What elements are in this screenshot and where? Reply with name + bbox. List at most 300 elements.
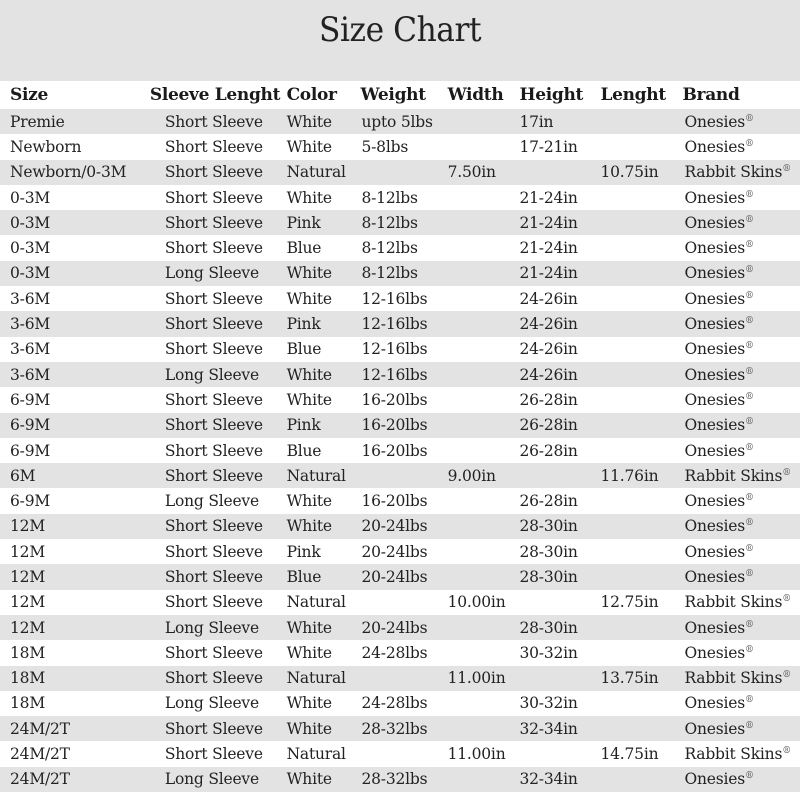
- cell-width: [448, 615, 520, 640]
- table-row: [0, 286, 800, 311]
- cell-weight: 28-32lbs: [361, 719, 428, 738]
- cell-color: Blue: [286, 239, 322, 258]
- cell-brand: [682, 413, 800, 438]
- cell-color: White: [286, 390, 332, 409]
- cell-color: White: [286, 694, 332, 713]
- cell-brand: [682, 666, 800, 691]
- brand-name: Rabbit Skins: [684, 669, 783, 688]
- cell-size: 12M: [10, 542, 45, 561]
- cell-length: [600, 488, 682, 513]
- cell-weight: 12-16lbs: [361, 365, 428, 384]
- cell-length: 13.75in: [600, 669, 659, 688]
- brand-name: Onesies: [684, 365, 745, 384]
- cell-sleeve-length: Short Sleeve: [164, 567, 263, 586]
- cell-width: [448, 564, 520, 589]
- cell-sleeve-length: Short Sleeve: [164, 340, 263, 359]
- cell-width: [448, 286, 520, 311]
- table-row: [0, 109, 800, 134]
- cell-length: [600, 261, 682, 286]
- registered-mark-icon: ®: [744, 771, 754, 782]
- cell-color: Natural: [286, 593, 346, 612]
- cell-height: [519, 666, 600, 691]
- cell-weight: 12-16lbs: [361, 289, 428, 308]
- cell-width: [448, 488, 520, 513]
- table-row: [0, 564, 800, 589]
- cell-length: [600, 716, 682, 741]
- cell-weight: upto 5lbs: [361, 112, 433, 131]
- cell-size: 12M: [10, 567, 45, 586]
- cell-size: 3-6M: [10, 365, 51, 384]
- brand-name: Onesies: [684, 213, 745, 232]
- cell-width: [448, 438, 520, 463]
- registered-mark-icon: ®: [744, 391, 754, 402]
- cell-sleeve-length: Short Sleeve: [164, 188, 263, 207]
- registered-mark-icon: ®: [744, 442, 754, 453]
- cell-weight: 5-8lbs: [361, 137, 409, 156]
- cell-weight: [360, 463, 447, 488]
- header-size: Size: [10, 85, 49, 105]
- brand-name: Onesies: [684, 416, 745, 435]
- cell-color: White: [286, 492, 332, 511]
- cell-weight: 12-16lbs: [361, 340, 428, 359]
- registered-mark-icon: ®: [744, 113, 754, 124]
- cell-width: 7.50in: [447, 163, 496, 182]
- cell-size: 24M/2T: [10, 745, 70, 764]
- cell-width: [448, 514, 520, 539]
- cell-sleeve-length: Short Sleeve: [164, 593, 263, 612]
- cell-brand: [682, 286, 800, 311]
- cell-height: 30-32in: [519, 643, 578, 662]
- cell-color: Blue: [286, 567, 322, 586]
- cell-color: Natural: [286, 745, 346, 764]
- cell-color: White: [286, 719, 332, 738]
- cell-width: [448, 413, 520, 438]
- page-title: Size Chart: [318, 10, 482, 51]
- cell-sleeve-length: Short Sleeve: [164, 643, 263, 662]
- brand-name: Onesies: [684, 289, 745, 308]
- cell-length: 11.76in: [600, 466, 659, 485]
- cell-weight: 8-12lbs: [361, 213, 418, 232]
- cell-weight: 16-20lbs: [361, 416, 428, 435]
- cell-length: [600, 210, 682, 235]
- cell-length: [600, 514, 682, 539]
- cell-sleeve-length: Short Sleeve: [164, 390, 263, 409]
- brand-name: Onesies: [684, 719, 745, 738]
- table-row: [0, 666, 800, 691]
- cell-color: White: [286, 112, 332, 131]
- table-row: [0, 337, 800, 362]
- cell-brand: [682, 488, 800, 513]
- cell-weight: [360, 741, 447, 766]
- table-row: [0, 767, 800, 792]
- cell-brand: [682, 387, 800, 412]
- cell-length: [600, 615, 682, 640]
- cell-length: [600, 235, 682, 260]
- cell-height: 28-30in: [519, 542, 578, 561]
- table-row: [0, 716, 800, 741]
- cell-height: [519, 741, 600, 766]
- cell-color: Natural: [286, 466, 346, 485]
- cell-width: [448, 362, 520, 387]
- cell-sleeve-length: Short Sleeve: [164, 441, 263, 460]
- brand-name: Onesies: [684, 770, 745, 789]
- cell-length: [600, 387, 682, 412]
- table-row: [0, 261, 800, 286]
- cell-color: Pink: [286, 542, 321, 561]
- table-row: [0, 160, 800, 185]
- table-body: [0, 109, 800, 792]
- header-weight: Weight: [360, 85, 426, 105]
- cell-size: 12M: [10, 517, 45, 536]
- brand-name: Rabbit Skins: [684, 745, 783, 764]
- table-row: [0, 413, 800, 438]
- cell-brand: [682, 210, 800, 235]
- cell-width: 11.00in: [447, 745, 506, 764]
- cell-brand: [682, 337, 800, 362]
- cell-brand: [682, 261, 800, 286]
- cell-length: [600, 539, 682, 564]
- cell-sleeve-length: Short Sleeve: [164, 137, 263, 156]
- cell-height: 28-30in: [519, 567, 578, 586]
- cell-color: Blue: [286, 441, 322, 460]
- cell-color: Pink: [286, 315, 321, 334]
- cell-weight: 20-24lbs: [361, 567, 428, 586]
- cell-weight: 28-32lbs: [361, 770, 428, 789]
- cell-brand: [682, 160, 800, 185]
- cell-size: 6-9M: [10, 492, 51, 511]
- cell-weight: 12-16lbs: [361, 315, 428, 334]
- cell-size: 3-6M: [10, 315, 51, 334]
- cell-height: 26-28in: [519, 441, 578, 460]
- cell-weight: [360, 160, 447, 185]
- cell-weight: 20-24lbs: [361, 542, 428, 561]
- table-row: [0, 134, 800, 159]
- registered-mark-icon: ®: [744, 239, 754, 250]
- cell-height: 24-26in: [519, 315, 578, 334]
- cell-sleeve-length: Long Sleeve: [164, 618, 259, 637]
- brand-name: Rabbit Skins: [684, 593, 783, 612]
- cell-brand: [682, 564, 800, 589]
- cell-width: [448, 261, 520, 286]
- brand-name: Onesies: [684, 618, 745, 637]
- cell-size: 18M: [10, 694, 45, 713]
- cell-height: 21-24in: [519, 264, 578, 283]
- cell-width: [448, 210, 520, 235]
- cell-sleeve-length: Short Sleeve: [164, 745, 263, 764]
- brand-name: Onesies: [684, 390, 745, 409]
- registered-mark-icon: ®: [744, 341, 754, 352]
- registered-mark-icon: ®: [744, 492, 754, 503]
- cell-size: 6-9M: [10, 416, 51, 435]
- cell-height: [519, 160, 600, 185]
- cell-width: 10.00in: [447, 593, 506, 612]
- registered-mark-icon: ®: [744, 568, 754, 579]
- cell-sleeve-length: Long Sleeve: [164, 492, 259, 511]
- cell-color: White: [286, 770, 332, 789]
- registered-mark-icon: ®: [782, 467, 792, 478]
- brand-name: Onesies: [684, 567, 745, 586]
- registered-mark-icon: ®: [744, 644, 754, 655]
- registered-mark-icon: ®: [782, 670, 792, 681]
- table-row: [0, 438, 800, 463]
- cell-size: 0-3M: [10, 213, 51, 232]
- cell-height: 30-32in: [519, 694, 578, 713]
- table-row: [0, 539, 800, 564]
- registered-mark-icon: ®: [744, 619, 754, 630]
- table-row: [0, 514, 800, 539]
- registered-mark-icon: ®: [744, 189, 754, 200]
- cell-size: 12M: [10, 593, 45, 612]
- table-row: [0, 691, 800, 716]
- cell-brand: [682, 590, 800, 615]
- cell-length: [600, 640, 682, 665]
- cell-sleeve-length: Short Sleeve: [164, 213, 263, 232]
- cell-weight: 8-12lbs: [361, 264, 418, 283]
- cell-color: Natural: [286, 669, 346, 688]
- registered-mark-icon: ®: [744, 138, 754, 149]
- cell-size: 6-9M: [10, 390, 51, 409]
- cell-color: White: [286, 264, 332, 283]
- cell-sleeve-length: Long Sleeve: [164, 694, 259, 713]
- cell-brand: [682, 463, 800, 488]
- cell-height: 26-28in: [519, 492, 578, 511]
- cell-width: 9.00in: [447, 466, 496, 485]
- registered-mark-icon: ®: [744, 543, 754, 554]
- cell-height: 24-26in: [519, 340, 578, 359]
- brand-name: Rabbit Skins: [684, 163, 783, 182]
- cell-width: [448, 691, 520, 716]
- cell-length: [600, 311, 682, 336]
- cell-brand: [682, 109, 800, 134]
- registered-mark-icon: ®: [744, 695, 754, 706]
- cell-size: Newborn/0-3M: [10, 163, 127, 182]
- cell-sleeve-length: Short Sleeve: [164, 289, 263, 308]
- cell-height: 26-28in: [519, 416, 578, 435]
- cell-color: White: [286, 643, 332, 662]
- brand-name: Onesies: [684, 517, 745, 536]
- header-height: Height: [519, 85, 584, 105]
- header-length: Lenght: [600, 85, 666, 105]
- cell-size: 12M: [10, 618, 45, 637]
- cell-width: [448, 716, 520, 741]
- cell-height: 17in: [519, 112, 554, 131]
- cell-weight: 24-28lbs: [361, 643, 428, 662]
- cell-size: 6-9M: [10, 441, 51, 460]
- cell-brand: [682, 185, 800, 210]
- registered-mark-icon: ®: [782, 594, 792, 605]
- cell-width: [448, 337, 520, 362]
- cell-width: [448, 387, 520, 412]
- brand-name: Onesies: [684, 112, 745, 131]
- cell-weight: [360, 666, 447, 691]
- cell-height: [519, 590, 600, 615]
- cell-size: 0-3M: [10, 239, 51, 258]
- cell-color: White: [286, 517, 332, 536]
- cell-color: White: [286, 618, 332, 637]
- registered-mark-icon: ®: [744, 518, 754, 529]
- cell-length: 10.75in: [600, 163, 659, 182]
- cell-length: [600, 286, 682, 311]
- cell-sleeve-length: Long Sleeve: [164, 365, 259, 384]
- registered-mark-icon: ®: [744, 315, 754, 326]
- header-brand: Brand: [682, 85, 740, 105]
- cell-height: 24-26in: [519, 289, 578, 308]
- brand-name: Onesies: [684, 340, 745, 359]
- table-row: [0, 311, 800, 336]
- cell-brand: [682, 362, 800, 387]
- cell-brand: [682, 235, 800, 260]
- cell-sleeve-length: Short Sleeve: [164, 163, 263, 182]
- cell-width: [448, 134, 520, 159]
- cell-brand: [682, 311, 800, 336]
- cell-length: [600, 438, 682, 463]
- cell-sleeve-length: Short Sleeve: [164, 542, 263, 561]
- cell-weight: 8-12lbs: [361, 188, 418, 207]
- cell-brand: [682, 767, 800, 792]
- table-row: [0, 387, 800, 412]
- registered-mark-icon: ®: [782, 745, 792, 756]
- cell-length: [600, 109, 682, 134]
- table-row: [0, 362, 800, 387]
- cell-length: [600, 362, 682, 387]
- brand-name: Onesies: [684, 542, 745, 561]
- cell-width: [448, 311, 520, 336]
- brand-name: Onesies: [684, 137, 745, 156]
- header-color: Color: [286, 85, 337, 105]
- cell-width: 11.00in: [447, 669, 506, 688]
- cell-brand: [682, 134, 800, 159]
- table-row: [0, 488, 800, 513]
- cell-weight: 24-28lbs: [361, 694, 428, 713]
- brand-name: Onesies: [684, 492, 745, 511]
- cell-size: 24M/2T: [10, 719, 70, 738]
- cell-weight: 20-24lbs: [361, 618, 428, 637]
- title-band: [0, 0, 800, 81]
- cell-brand: [682, 539, 800, 564]
- registered-mark-icon: ®: [744, 720, 754, 731]
- registered-mark-icon: ®: [782, 164, 792, 175]
- cell-size: 3-6M: [10, 289, 51, 308]
- cell-length: 14.75in: [600, 745, 659, 764]
- registered-mark-icon: ®: [744, 290, 754, 301]
- cell-height: [519, 463, 600, 488]
- cell-size: Premie: [10, 112, 65, 131]
- cell-size: Newborn: [10, 137, 82, 156]
- cell-height: 32-34in: [519, 719, 578, 738]
- cell-sleeve-length: Short Sleeve: [164, 416, 263, 435]
- cell-size: 18M: [10, 643, 45, 662]
- table-row: [0, 210, 800, 235]
- registered-mark-icon: ®: [744, 366, 754, 377]
- registered-mark-icon: ®: [744, 214, 754, 225]
- cell-color: Natural: [286, 163, 346, 182]
- table-row: [0, 590, 800, 615]
- brand-name: Onesies: [684, 188, 745, 207]
- cell-height: 17-21in: [519, 137, 578, 156]
- cell-length: [600, 767, 682, 792]
- cell-width: [448, 767, 520, 792]
- cell-weight: [360, 590, 447, 615]
- table-row: [0, 235, 800, 260]
- cell-width: [448, 235, 520, 260]
- cell-size: 18M: [10, 669, 45, 688]
- cell-height: 21-24in: [519, 239, 578, 258]
- cell-brand: [682, 514, 800, 539]
- cell-weight: 16-20lbs: [361, 441, 428, 460]
- cell-length: [600, 413, 682, 438]
- cell-height: 32-34in: [519, 770, 578, 789]
- cell-length: [600, 185, 682, 210]
- cell-height: 21-24in: [519, 188, 578, 207]
- cell-size: 6M: [10, 466, 36, 485]
- table-row: [0, 640, 800, 665]
- header-sleeve-length: Sleeve Lenght: [149, 85, 281, 105]
- cell-sleeve-length: Short Sleeve: [164, 669, 263, 688]
- cell-color: Pink: [286, 213, 321, 232]
- cell-sleeve-length: Short Sleeve: [164, 112, 263, 131]
- cell-brand: [682, 615, 800, 640]
- cell-color: White: [286, 137, 332, 156]
- cell-weight: 16-20lbs: [361, 390, 428, 409]
- cell-sleeve-length: Short Sleeve: [164, 719, 263, 738]
- cell-height: 26-28in: [519, 390, 578, 409]
- cell-length: [600, 691, 682, 716]
- cell-sleeve-length: Short Sleeve: [164, 466, 263, 485]
- brand-name: Onesies: [684, 315, 745, 334]
- header-width: Width: [447, 85, 504, 105]
- cell-color: White: [286, 188, 332, 207]
- brand-name: Onesies: [684, 264, 745, 283]
- brand-name: Onesies: [684, 441, 745, 460]
- cell-height: 28-30in: [519, 618, 578, 637]
- table-row: [0, 463, 800, 488]
- size-chart-table: [0, 81, 800, 792]
- cell-size: 24M/2T: [10, 770, 70, 789]
- cell-size: 0-3M: [10, 188, 51, 207]
- table-row: [0, 741, 800, 766]
- cell-weight: 8-12lbs: [361, 239, 418, 258]
- cell-brand: [682, 640, 800, 665]
- table-row: [0, 615, 800, 640]
- cell-brand: [682, 691, 800, 716]
- cell-brand: [682, 716, 800, 741]
- cell-width: [448, 185, 520, 210]
- brand-name: Onesies: [684, 694, 745, 713]
- cell-weight: 16-20lbs: [361, 492, 428, 511]
- cell-sleeve-length: Long Sleeve: [164, 264, 259, 283]
- cell-sleeve-length: Short Sleeve: [164, 517, 263, 536]
- table-row: [0, 185, 800, 210]
- header-row: [0, 81, 800, 109]
- cell-width: [448, 539, 520, 564]
- cell-sleeve-length: Long Sleeve: [164, 770, 259, 789]
- brand-name: Onesies: [684, 643, 745, 662]
- cell-color: Pink: [286, 416, 321, 435]
- cell-height: 28-30in: [519, 517, 578, 536]
- cell-weight: 20-24lbs: [361, 517, 428, 536]
- cell-length: 12.75in: [600, 593, 659, 612]
- cell-length: [600, 337, 682, 362]
- cell-height: 21-24in: [519, 213, 578, 232]
- cell-color: White: [286, 365, 332, 384]
- cell-height: 24-26in: [519, 365, 578, 384]
- cell-color: White: [286, 289, 332, 308]
- brand-name: Rabbit Skins: [684, 466, 783, 485]
- cell-length: [600, 134, 682, 159]
- registered-mark-icon: ®: [744, 265, 754, 276]
- cell-width: [448, 640, 520, 665]
- cell-sleeve-length: Short Sleeve: [164, 315, 263, 334]
